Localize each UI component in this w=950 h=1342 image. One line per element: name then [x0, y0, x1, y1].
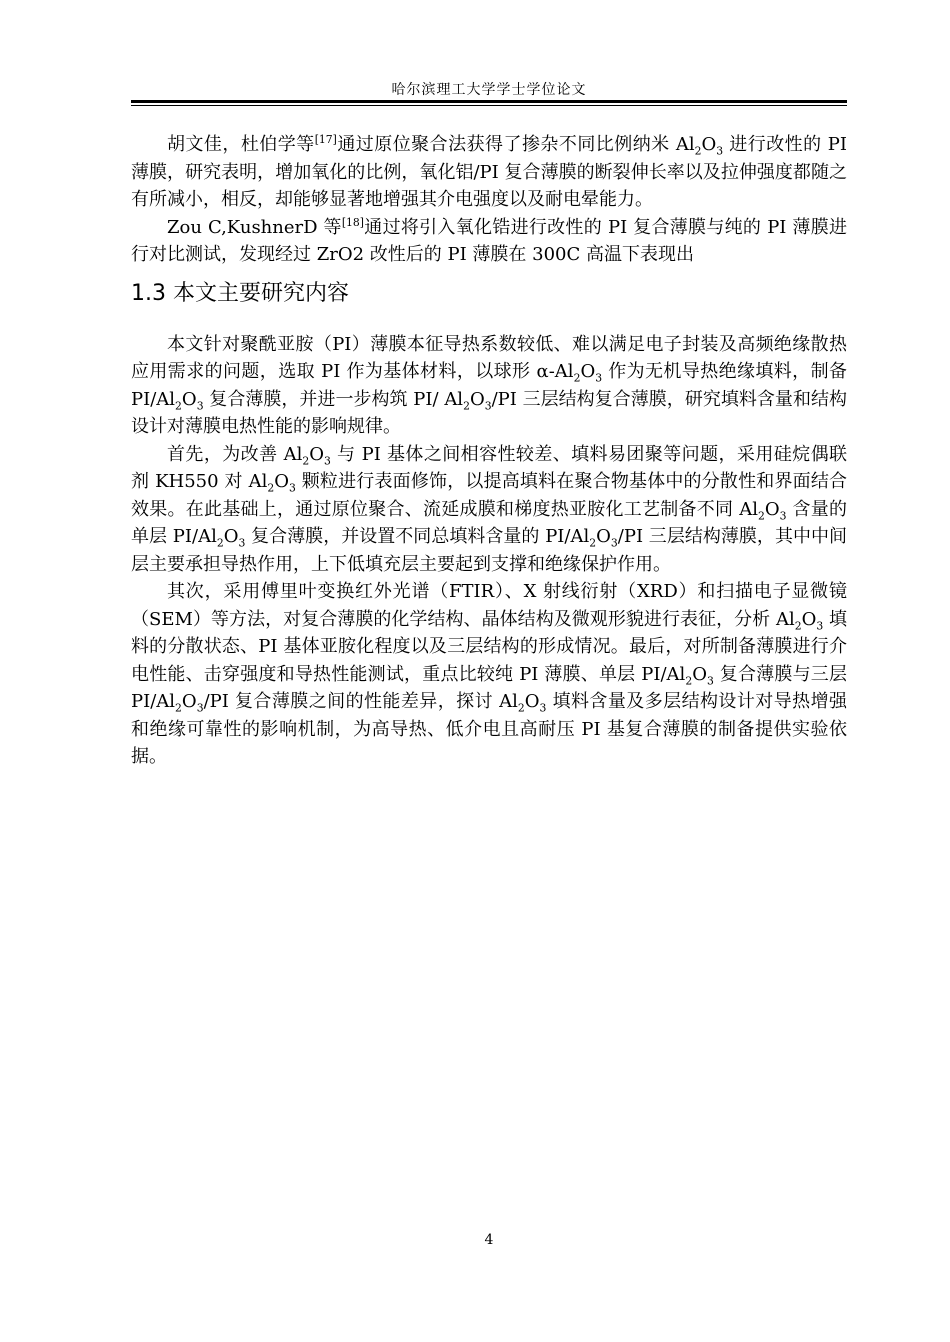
subscript: 3 [779, 509, 787, 523]
subscript: 2 [758, 509, 765, 523]
text-run: O [692, 663, 707, 685]
subscript: 3 [196, 399, 204, 413]
paragraph-2 [131, 214, 847, 269]
text-run: 胡文佳，杜伯学等 [167, 134, 315, 155]
text-run: /PI 复合薄膜之间的性能差异，探讨 Al [203, 691, 518, 712]
subscript: 3 [539, 701, 547, 715]
subscript: 3 [288, 481, 296, 495]
subscript: 2 [517, 701, 525, 715]
text-run: O [181, 691, 197, 712]
subscript: 3 [716, 144, 724, 158]
paragraph-5 [131, 578, 847, 771]
paragraph-3 [131, 331, 847, 441]
subscript: 3 [484, 399, 492, 413]
text-run: 本文针对聚酰亚胺（PI）薄膜本征导热系数较低、难以满足电子封装及高频绝缘散热应用需求的问题，选取 PI 作为基体材料，以球形 α-Al [131, 333, 847, 382]
subscript: 3 [238, 536, 246, 550]
section-heading: 1.3 本文主要研究内容 [131, 280, 349, 306]
subscript: 2 [302, 454, 310, 468]
text-run: O [274, 471, 289, 492]
subscript: 2 [794, 619, 802, 633]
text-run: 填料含量及多层结构设计对导热增强和绝缘可靠性的影响机制，为高导热、低介电且高耐压 PI 基复合薄膜的制备提供实验依据。 [131, 691, 847, 767]
text-run: 作为无机导热绝缘填料，制备 PI/Al [131, 361, 847, 410]
subscript: 2 [573, 371, 581, 385]
subscript: 2 [685, 674, 693, 688]
body-text [131, 131, 847, 771]
text-run: 进行改性的 PI 薄膜，研究表明，增加氧化的比例，氧化铝/PI 复合薄膜的断裂伸长率以及拉伸强度都随之有所减小，相反，却能够显著地增强其介电强度以及耐电晕能力。 [131, 134, 848, 210]
text-run: /PI 三层结构复合薄膜，研究填料含量和结构设计对薄膜电热性能的影响规律。 [131, 388, 847, 437]
subscript: 2 [175, 399, 182, 413]
subscript: 3 [706, 674, 714, 688]
subscript: 2 [694, 144, 702, 158]
text-run: O [701, 134, 717, 155]
text-run: O [596, 526, 611, 547]
citation-17: [17] [314, 133, 337, 146]
subscript: 2 [216, 536, 224, 550]
text-run: 复合薄膜，并进一步构筑 PI/ Al [203, 388, 464, 410]
text-run: Zou C,KushnerD 等 [167, 216, 342, 238]
subscript: 3 [196, 701, 204, 715]
subscript: 3 [816, 619, 824, 633]
text-run: O [580, 361, 596, 382]
subscript: 3 [610, 536, 618, 550]
text-run: 首先，为改善 Al [167, 443, 303, 465]
paragraph-1 [131, 131, 847, 214]
subscript: 2 [175, 701, 182, 715]
subscript: 2 [589, 536, 597, 550]
text-run: 填料的分散状态、PI 基体亚胺化程度以及三层结构的形成情况。最后，对所制备薄膜进行介电性能、击穿强度和导热性能测试，重点比较纯 PI 薄膜、单层 PI/Al [131, 608, 847, 685]
text-run: 与 PI 基体之间相容性较差、填料易团聚等问题，采用硅烷偶联剂 KH550 对 Al [131, 443, 847, 492]
running-header: 哈尔滨理工大学学士学位论文 [391, 82, 587, 98]
text-run: 含量的单层 PI/Al [131, 498, 847, 547]
subscript: 3 [324, 454, 331, 468]
page-number: 4 [484, 1232, 494, 1248]
paragraph-4 [131, 441, 847, 579]
text-run: 通过将引入氧化锆进行改性的 PI 复合薄膜与纯的 PI 薄膜进行对比测试，发现经过 ZrO2 改性后的 PI 薄膜在 300C 高温下表现出 [131, 216, 847, 265]
citation-18: [18] [341, 215, 365, 229]
subscript: 2 [267, 481, 275, 495]
text-run: 颗粒进行表面修饰，以提高填料在聚合物基体中的分散性和界面结合效果。在此基础上，通过原位聚合、流延成膜和梯度热亚胺化工艺制备不同 Al [131, 471, 847, 520]
text-run: O [309, 443, 325, 465]
text-run: O [181, 388, 197, 410]
text-run: O [524, 691, 540, 712]
subscript: 2 [463, 399, 470, 413]
subscript: 3 [595, 371, 603, 385]
text-run: 其次，采用傅里叶变换红外光谱（FTIR）、X 射线衍射（XRD）和扫描电子显微镜（SEM）等方法，对复合薄膜的化学结构、晶体结构及微观形貌进行表征，分析 Al [131, 581, 847, 630]
text-run: 复合薄膜，并设置不同总填料含量的 PI/Al [245, 526, 590, 547]
header-rule-thin [131, 105, 847, 106]
text-run: O [764, 498, 780, 520]
text-run: 通过原位聚合法获得了掺杂不同比例纳米 Al [336, 134, 695, 155]
text-run: O [223, 526, 239, 547]
text-run: /PI 三层结构薄膜，其中中间层主要承担导热作用，上下低填充层主要起到支撑和绝缘保护作用。 [131, 526, 848, 575]
text-run: O [801, 608, 817, 630]
text-run: 复合薄膜与三层 PI/Al [131, 663, 847, 712]
text-run: O [469, 388, 485, 410]
header-rule-thick [131, 100, 847, 103]
